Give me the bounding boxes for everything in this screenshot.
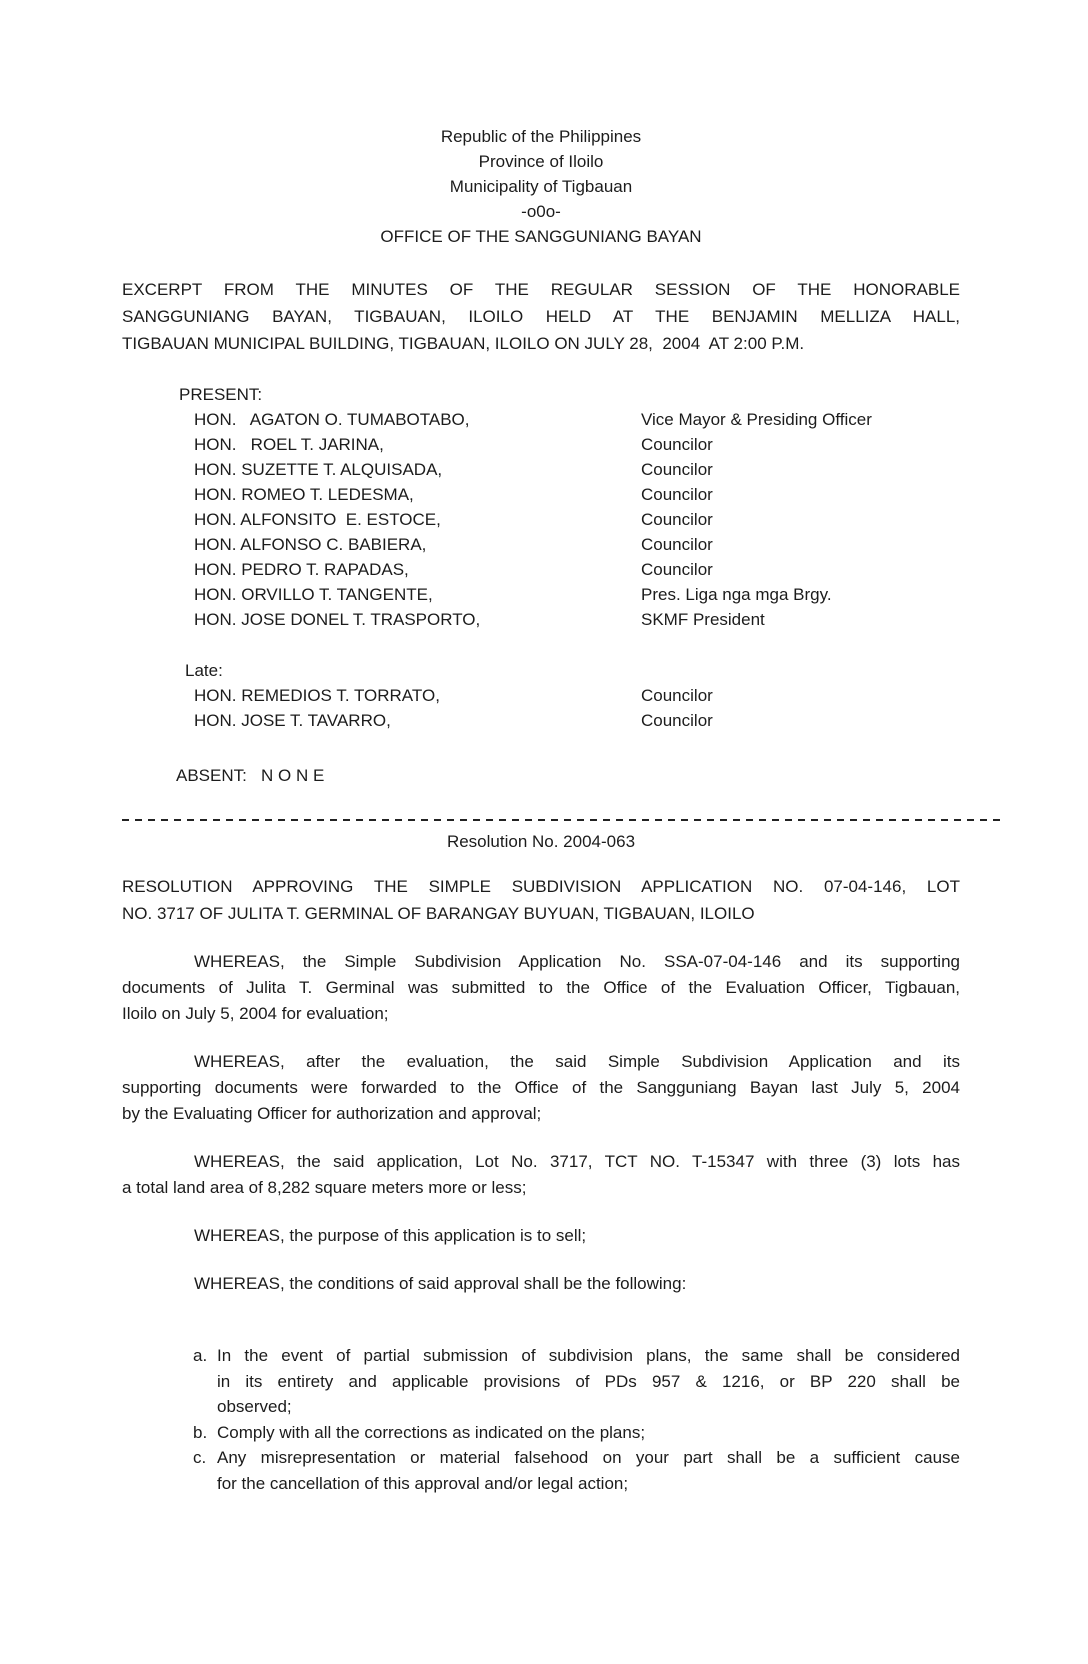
- text-line: Comply with all the corrections as indicated on the plans;: [217, 1422, 646, 1442]
- member-name: HON. JOSE DONEL T. TRASPORTO,: [194, 610, 481, 629]
- condition-text: [217, 1445, 960, 1496]
- condition-marker: b.: [193, 1422, 208, 1442]
- text-line: Municipality of Tigbauan: [449, 177, 633, 196]
- text-line: by the Evaluating Officer for authorization and approval;: [122, 1104, 542, 1123]
- member-position: Councilor: [641, 485, 713, 504]
- roster-row: [194, 708, 960, 733]
- text-line: observed;: [217, 1397, 292, 1416]
- member-name: HON. ALFONSO C. BABIERA,: [194, 535, 427, 554]
- member-position: Councilor: [641, 460, 713, 479]
- condition-marker: c.: [193, 1448, 207, 1467]
- member-name: HON. REMEDIOS T. TORRATO,: [194, 686, 440, 705]
- roster-row: [194, 407, 960, 432]
- roster-row: [194, 582, 960, 607]
- present-label: PRESENT:: [179, 385, 263, 404]
- member-position: SKMF President: [641, 610, 765, 629]
- condition-marker: a.: [193, 1346, 208, 1365]
- whereas-paragraph: [122, 1049, 960, 1127]
- text-line: WHEREAS, the said application, Lot No. 3717, TCT NO. T-15347 with three (3) lots has: [194, 1152, 960, 1171]
- absent-line: ABSENT: N O N E: [176, 766, 325, 785]
- resolution-title: [122, 873, 960, 927]
- text-line: EXCERPT FROM THE MINUTES OF THE REGULAR SESSION OF THE HONORABLE: [122, 280, 960, 299]
- text-line: supporting documents were forwarded to the Office of the Sangguniang Bayan last July 5, 2004: [122, 1078, 960, 1097]
- member-position: Vice Mayor & Presiding Officer: [641, 410, 872, 429]
- text-line: RESOLUTION APPROVING THE SIMPLE SUBDIVISION APPLICATION NO. 07-04-146, LOT: [122, 877, 960, 896]
- text-line: SANGGUNIANG BAYAN, TIGBAUAN, ILOILO HELD AT THE BENJAMIN MELLIZA HALL,: [122, 307, 960, 326]
- conditions-list: [122, 1343, 960, 1496]
- whereas-paragraph: [122, 1223, 960, 1249]
- roster-row: [194, 532, 960, 557]
- late-label: Late:: [185, 661, 223, 680]
- text-line: for the cancellation of this approval and/or legal action;: [217, 1473, 629, 1493]
- member-name: HON. ROEL T. JARINA,: [194, 435, 384, 454]
- member-position: Councilor: [641, 435, 713, 454]
- resolution-number: Resolution No. 2004-063: [446, 832, 636, 851]
- member-name: HON. JOSE T. TAVARRO,: [194, 711, 391, 730]
- member-name: HON. AGATON O. TUMABOTABO,: [194, 410, 470, 429]
- member-position: Pres. Liga nga mga Brgy.: [641, 585, 832, 604]
- text-line: OFFICE OF THE SANGGUNIANG BAYAN: [380, 227, 702, 246]
- text-line: Iloilo on July 5, 2004 for evaluation;: [122, 1004, 389, 1023]
- text-line: WHEREAS, after the evaluation, the said Simple Subdivision Application and its: [194, 1052, 960, 1071]
- text-line: in its entirety and applicable provisions of PDs 957 & 1216, or BP 220 shall be: [217, 1371, 960, 1391]
- dashed-separator: [122, 819, 1000, 821]
- text-line: WHEREAS, the purpose of this application is to sell;: [194, 1226, 587, 1245]
- member-name: HON. ALFONSITO E. ESTOCE,: [194, 510, 441, 529]
- member-position: Councilor: [641, 535, 713, 554]
- roster-row: [194, 557, 960, 582]
- whereas-paragraph: [122, 1149, 960, 1201]
- condition-item: [193, 1343, 960, 1420]
- text-line: In the event of partial submission of subdivision plans, the same shall be considered: [217, 1346, 960, 1365]
- condition-item: [193, 1420, 960, 1446]
- text-line: Province of Iloilo: [478, 152, 604, 171]
- member-name: HON. SUZETTE T. ALQUISADA,: [194, 460, 443, 479]
- text-line: WHEREAS, the conditions of said approval shall be the following:: [194, 1274, 687, 1293]
- member-position: Councilor: [641, 510, 713, 529]
- member-name: HON. PEDRO T. RAPADAS,: [194, 560, 409, 579]
- roster-row: [194, 507, 960, 532]
- roster-row: [194, 457, 960, 482]
- condition-text: [217, 1343, 960, 1420]
- roster-row: [194, 683, 960, 708]
- text-line: Republic of the Philippines: [440, 127, 642, 146]
- document-header: [122, 124, 960, 249]
- member-name: HON. ORVILLO T. TANGENTE,: [194, 585, 433, 604]
- present-roster: [122, 407, 960, 632]
- roster-row: [194, 432, 960, 457]
- member-position: Councilor: [641, 686, 713, 705]
- text-line: Any misrepresentation or material falsehood on your part shall be a sufficient cause: [217, 1448, 960, 1467]
- text-line: TIGBAUAN MUNICIPAL BUILDING, TIGBAUAN, ILOILO ON JULY 28, 2004 AT 2:00 P.M.: [122, 334, 805, 353]
- whereas-section: [122, 949, 960, 1297]
- roster-row: [194, 607, 960, 632]
- text-line: -o0o-: [521, 202, 561, 221]
- whereas-paragraph: [122, 949, 960, 1027]
- late-roster: [122, 683, 960, 733]
- excerpt-paragraph: [122, 276, 960, 357]
- condition-text: [217, 1420, 960, 1446]
- roster-row: [194, 482, 960, 507]
- text-line: NO. 3717 OF JULITA T. GERMINAL OF BARANGAY BUYUAN, TIGBAUAN, ILOILO: [122, 904, 755, 923]
- whereas-paragraph: [122, 1271, 960, 1297]
- text-line: WHEREAS, the Simple Subdivision Application No. SSA-07-04-146 and its supporting: [194, 952, 960, 971]
- text-line: documents of Julita T. Germinal was submitted to the Office of the Evaluation Officer, Tigbauan,: [122, 978, 960, 997]
- text-line: a total land area of 8,282 square meters more or less;: [122, 1178, 527, 1197]
- member-name: HON. ROMEO T. LEDESMA,: [194, 485, 414, 504]
- member-position: Councilor: [641, 560, 713, 579]
- condition-item: [193, 1445, 960, 1496]
- member-position: Councilor: [641, 711, 713, 730]
